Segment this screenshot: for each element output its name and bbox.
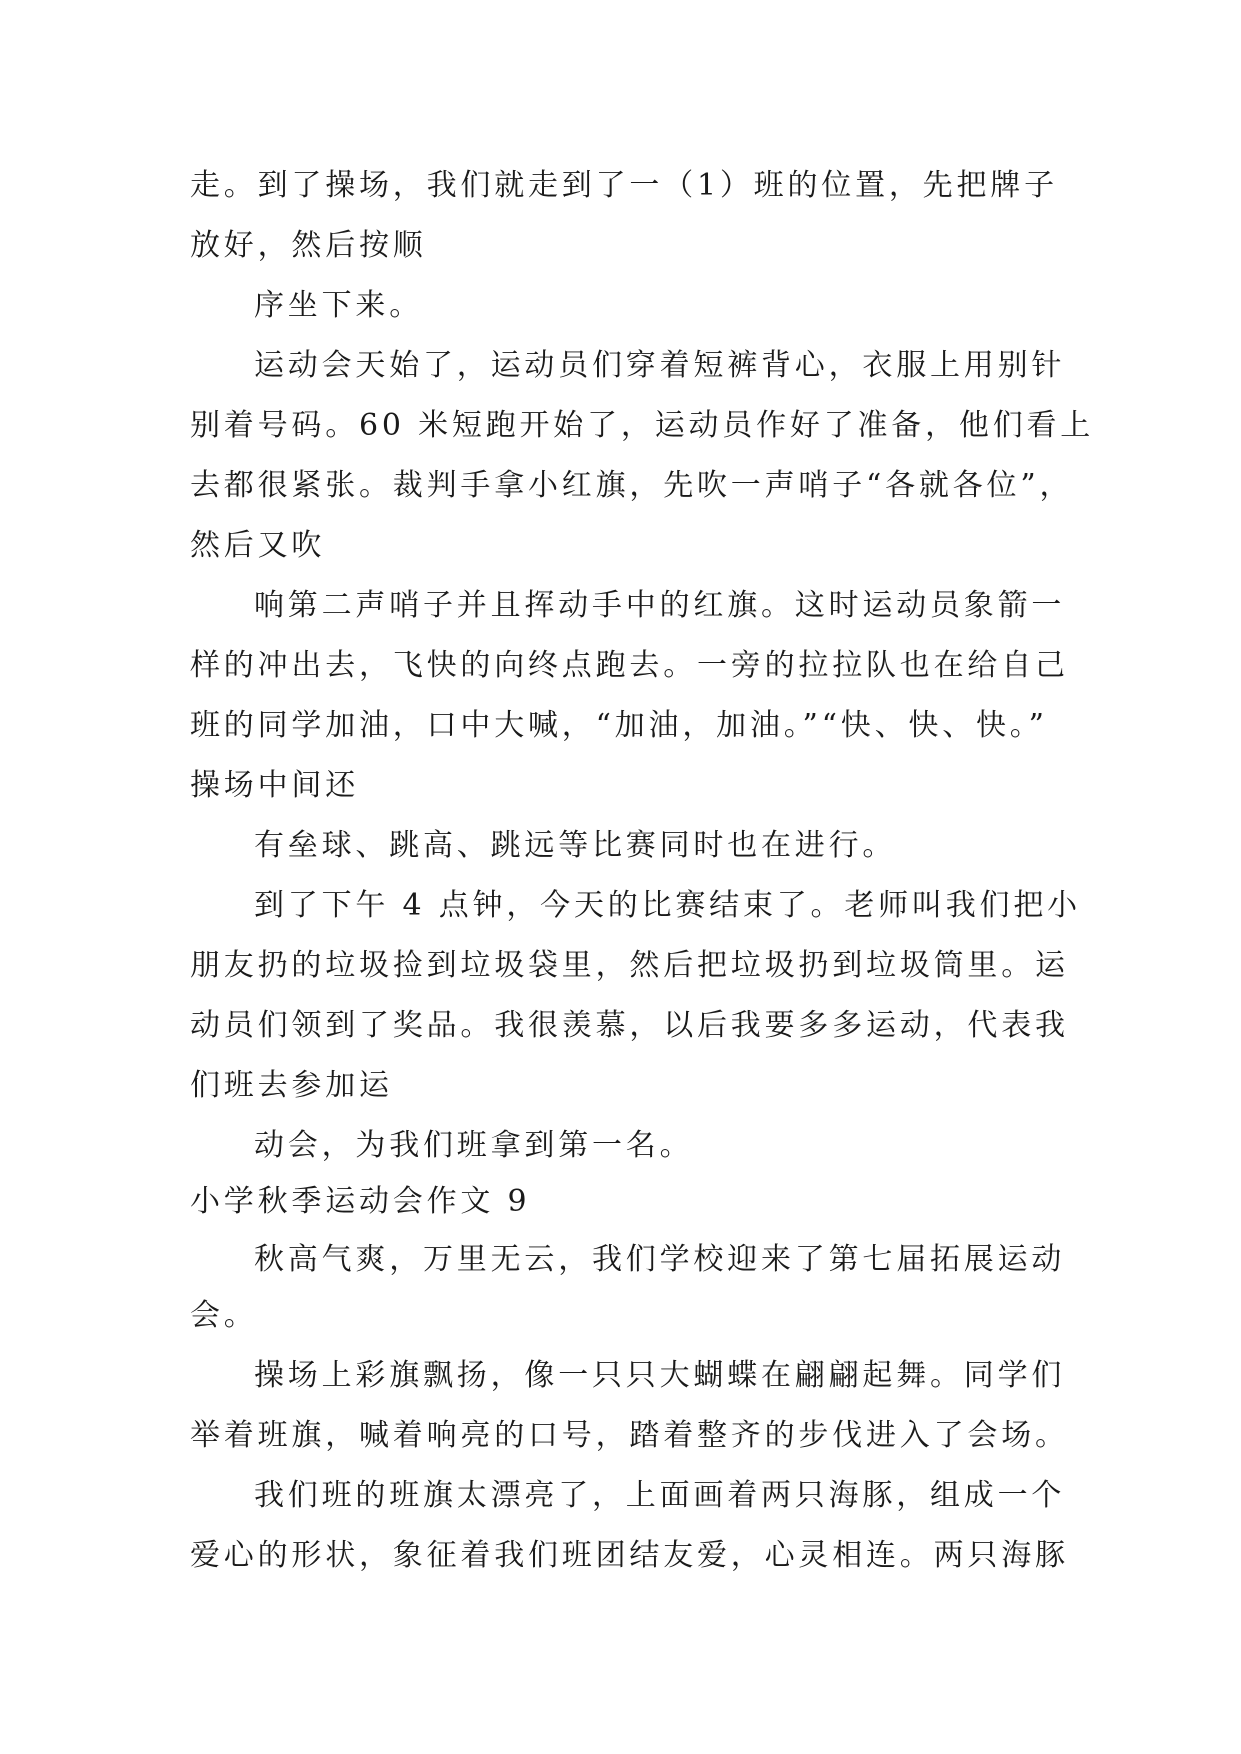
text-line: 秋高气爽，万里无云，我们学校迎来了第七届拓展运动 xyxy=(254,1242,1066,1277)
text-line: 动会，为我们班拿到第一名。 xyxy=(254,1128,694,1163)
text-line: 别着号码。60 米短跑开始了，运动员作好了准备，他们看上 xyxy=(190,408,1095,443)
text-line: 序坐下来。 xyxy=(254,288,423,323)
text-line: 我们班的班旗太漂亮了，上面画着两只海豚，组成一个 xyxy=(254,1478,1066,1513)
text-line: 动员们领到了奖品。我很羡慕，以后我要多多运动，代表我 xyxy=(190,1008,1069,1043)
text-line: 操场中间还 xyxy=(190,768,359,803)
text-line: 朋友扔的垃圾捡到垃圾袋里，然后把垃圾扔到垃圾筒里。运 xyxy=(190,948,1069,983)
text-line: 班的同学加油，口中大喊，“加油，加油。”“快、快、快。” xyxy=(190,708,1048,743)
text-line: 会。 xyxy=(190,1298,258,1333)
text-line: 举着班旗，喊着响亮的口号，踏着整齐的步伐进入了会场。 xyxy=(190,1418,1069,1453)
text-line: 爱心的形状，象征着我们班团结友爱，心灵相连。两只海豚 xyxy=(190,1538,1069,1573)
section-heading: 小学秋季运动会作文 9 xyxy=(190,1184,531,1219)
text-line: 们班去参加运 xyxy=(190,1068,393,1103)
text-line: 去都很紧张。裁判手拿小红旗，先吹一声哨子“各就各位”， xyxy=(190,468,1074,503)
text-line: 放好，然后按顺 xyxy=(190,228,427,263)
text-line: 操场上彩旗飘扬，像一只只大蝴蝶在翩翩起舞。同学们 xyxy=(254,1358,1066,1393)
text-line: 到了下午 4 点钟，今天的比赛结束了。老师叫我们把小 xyxy=(254,888,1081,923)
text-line: 运动会天始了，运动员们穿着短裤背心，衣服上用别针 xyxy=(254,348,1066,383)
text-line: 响第二声哨子并且挥动手中的红旗。这时运动员象箭一 xyxy=(254,588,1066,623)
text-line: 然后又吹 xyxy=(190,528,326,563)
text-line: 样的冲出去，飞快的向终点跑去。一旁的拉拉队也在给自己 xyxy=(190,648,1069,683)
text-line: 走。到了操场，我们就走到了一（1）班的位置，先把牌子 xyxy=(190,168,1058,203)
text-line: 有垒球、跳高、跳远等比赛同时也在进行。 xyxy=(254,828,897,863)
